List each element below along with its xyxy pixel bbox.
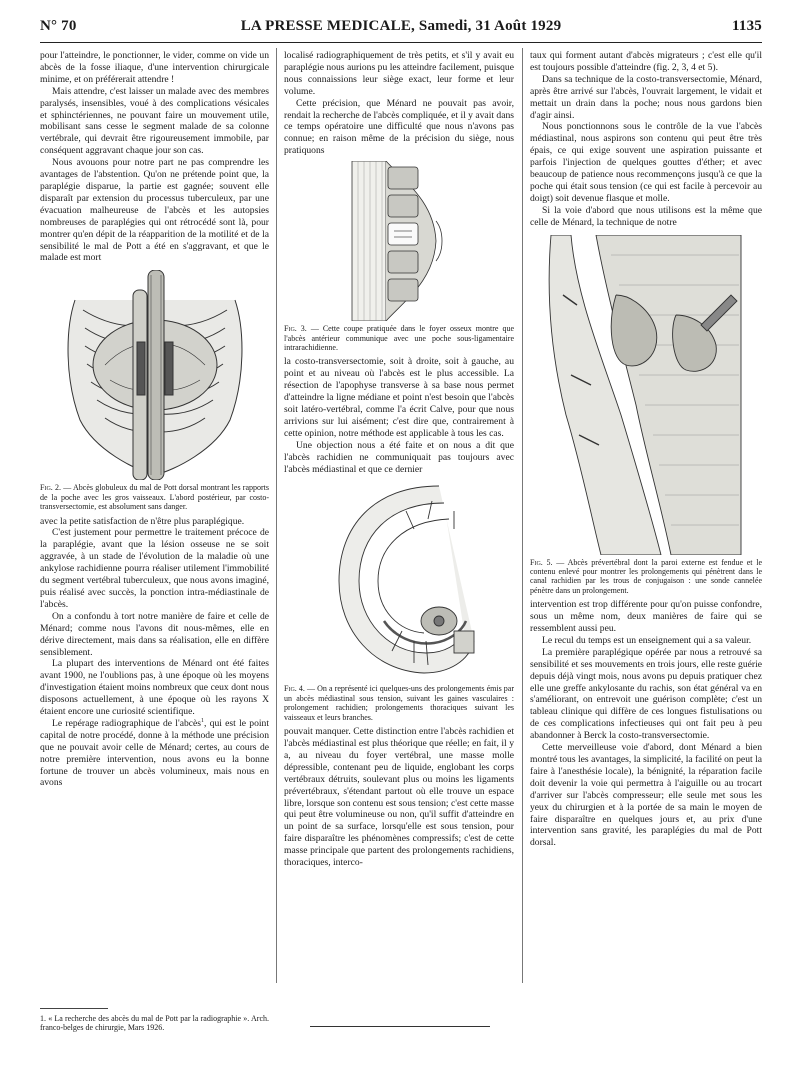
column-3 bbox=[530, 50, 762, 849]
paragraph: Une objection nous a été faite et on nous a dit que l'abcès rachidien ne communiquait pas toujours avec l'abcès médiastinal et que ce dernier bbox=[284, 439, 514, 475]
column-divider-2 bbox=[522, 48, 523, 983]
page-number-left: N° 70 bbox=[40, 18, 77, 34]
paragraph: avec la petite satisfaction de n'être plus paraplégique. bbox=[40, 515, 245, 527]
column-2 bbox=[284, 50, 514, 869]
figure-2-caption bbox=[40, 483, 269, 511]
paragraph: pouvait manquer. Cette distinction entre l'abcès rachidien et l'abcès médiastinal est plus théorique que réelle; en fait, il y a, au niveau du foyer vertébral, une masse molle dépressible, contenant peu de liquide, englobant les corps vertébraux détruits, soulevant plus ou moins les ligaments prévertébraux, s'étendant partout où elle trouve un espace libre, lorsque son contenu est sous tension; c'est cette masse qui peut être volumineuse ou non, qu'il suffit d'atteindre en un point de sa surface, lorsqu'elle est sous tension, pour faire disparaître les phénomènes compressifs; c'est de cette masse principale que partent des prolongements rachidiens, thoraciques, interco- bbox=[284, 726, 514, 869]
footnote: 1. « La recherche des abcès du mal de Pott par la radiographie ». Arch. franco-belges de chirurgie, Mars 1926. bbox=[40, 1014, 269, 1033]
figure-3-label: Fig. 3. bbox=[284, 324, 307, 334]
figure-5-label: Fig. 5. bbox=[530, 557, 553, 567]
paragraph: la costo-transversectomie, soit à droite, soit à gauche, au point et au niveau où l'abcès est le plus accessible. La résection de l'apophyse transverse à sa base nous permet d'atteindre la ligne médiane et point n'est besoin que l'abcès soit latéro-vertébral, comme l'a écrit Calve, pour que nous arrivions sur lui aisément; c'est dire que, contrairement à cette opinion, notre méthode est applicable à tous les cas. bbox=[284, 356, 514, 439]
column-1 bbox=[40, 50, 269, 789]
paragraph: Cette merveilleuse voie d'abord, dont Ménard a bien montré tous les avantages, la simplicité, la facilité on peut la faire à l'anesthésie locale), la bénignité, la réparation facile doit devenir la voie qui permettra à l'aiguille ou au trocart d'arriver sur l'abcès compresseur; elle seule met sous les yeux du chirurgien et à la portée de sa main le moyen de faire disparaître en quelques jours et, au prix d'une intervention sans gravité, les paraplégies du mal de Pott dorsal. bbox=[530, 742, 762, 849]
paragraph: taux qui forment autant d'abcès migrateurs ; c'est elle qu'il est toujours possible d'atteindre (fig. 2, 3, 4 et 5). bbox=[530, 50, 762, 73]
paragraph: pour l'atteindre, le ponctionner, le vider, comme on vide un abcès de la fosse iliaque, d'une intervention chirurgicale minime, et on préférerait attendre ! bbox=[40, 50, 269, 85]
figure-3-illustration bbox=[344, 161, 454, 321]
footnote-marker: 1 bbox=[201, 717, 204, 724]
page-number-right: 1135 bbox=[732, 18, 762, 34]
paragraph: On a confondu à tort notre manière de faire et celle de Ménard; comme nous l'avons dit nous-mêmes, elle en dérive directement, mais dans sa réalisation, elle en diffère sensiblement. bbox=[40, 610, 269, 658]
paragraph: Si la voie d'abord que nous utilisons est la même que celle de Ménard, la technique de notre bbox=[530, 204, 762, 228]
paragraph: intervention est trop différente pour qu'on puisse confondre, sous un même nom, deux manières de faire qui se ressemblent aussi peu. bbox=[530, 599, 762, 635]
figure-2-label: Fig. 2. bbox=[40, 483, 62, 493]
paragraph bbox=[40, 718, 269, 789]
paragraph: Le recul du temps est un enseignement qui a sa valeur. bbox=[542, 634, 752, 646]
paragraph: C'est justement pour permettre le traitement précoce de la paraplégie, avant que la lésion osseuse ne se soit aggravée, à un stade de l'évolution de la maladie où une ankylose rachidienne pourra réaliser utilement l'immobilité du segment vertébral tuberculeux, que nous avons imaginé, puis réalisé avec succès, la ponction intra-médiastinale de l'abcès. bbox=[40, 527, 269, 610]
running-header bbox=[40, 18, 762, 40]
footnote-rule bbox=[40, 1008, 108, 1009]
figure-4-illustration bbox=[314, 481, 484, 681]
paragraph-text: , qui est le point capital de notre procédé, donne à la méthode une précision que ne pouvait avoir celle de Ménard; certes, au cours de notre première intervention, nous avons eu la bonne fortune de trouver un abcès volumineux, mais nous en avons bbox=[40, 717, 269, 789]
paragraph: La première paraplégique opérée par nous a retrouvé sa sensibilité et ses mouvements en trois jours, elle reste guérie depuis déjà vingt mois, nous avons pu depuis pratiquer chez elle une greffe ankylosante du rachis, son état général va en s'améliorant, on entrevoit une guérison complète; c'est un tableau clinique qui diffère de ces longues fistulisations ou de ces complications infectieuses qui ont fait peu à peu abandonner à Berck la costo-transversectomie. bbox=[530, 646, 762, 742]
figure-4-caption-text: — On a représenté ici quelques-uns des prolongements émis par un abcès médiastinal sous tension, suivant les gaines vasculaires : prolongement rachidien; prolongements thoraciques suivant les vaisseaux et leurs branches. bbox=[284, 684, 515, 722]
paragraph: Mais attendre, c'est laisser un malade avec des membres paralysés, insensibles, voué à des complications vésicales et sphinctériennes, ne pouvant faire un mouvement utile, mobilisant sans cesse le segment malade de sa colonne vertébrale, qui devrait être rigoureusement immobile, par conséquent aggravant chaque jour son cas. bbox=[40, 85, 269, 157]
journal-title: LA PRESSE MEDICALE, Samedi, 31 Août 1929 bbox=[240, 18, 562, 34]
paragraph: La plupart des interventions de Ménard ont été faites avant 1900, ne l'oublions pas, à une époque où les moyens d'investigation étaient moins nombreux que ceux dont nous disposons actuellement, à une époque où les rayons X étaient encore une curiosité scientifique. bbox=[40, 658, 269, 718]
figure-3-caption-text: — Cette coupe pratiquée dans le foyer osseux montre que l'abcès antérieur communique avec une poche sous-ligamentaire intrarachidienne. bbox=[284, 324, 514, 352]
figure-2-illustration bbox=[55, 270, 255, 480]
paragraph: Dans sa technique de la costo-transversectomie, Ménard, après être arrivé sur l'abcès, l'ouvrait largement, le vidait et mettait un drain dans la poche; nous nous gardons bien d'agir ainsi. bbox=[530, 73, 762, 121]
bottom-rule bbox=[310, 1026, 490, 1027]
paragraph: Nous ponctionnons sous le contrôle de la vue l'abcès médiastinal, nous aspirons son contenu qui peut être très épais, ce qui exige souvent une aspiration puissante et parfois l'injection de quelques gouttes d'éther; et avec beaucoup de patience nous recommençons jusqu'à ce que la poche qui était sous tension (ce qui est facile à percevoir au doigt) soit devenue flasque et molle. bbox=[530, 121, 762, 204]
paragraph-text: Le repérage radiographique de l'abcès bbox=[52, 717, 201, 729]
figure-5-caption bbox=[530, 558, 762, 596]
paragraph: Nous avouons pour notre part ne pas comprendre les avantages de l'abstention. Qu'on ne prétende point que, la paraplégie disparue, la partie est gagnée; souvent elle disparaît par extension du processus tuberculeux, par une évacuation malheureuse de l'abcès et les autopsies nombreuses de paraplégies qui ont rétrocédé sont là, pour montrer qu'en dépit de la réapparition de la motilité et de la sensibilité le mal de Pott a été en s'aggravant, et que le malade est mort bbox=[40, 157, 269, 264]
figure-4-caption bbox=[284, 684, 514, 722]
figure-5-illustration bbox=[541, 235, 751, 555]
paragraph: localisé radiographiquement de très petits, et s'il y avait eu paraplégie nous aurions pu les atteindre facilement, puisque nous connaissions leur siège exact, leur forme et leur volume. bbox=[284, 50, 514, 97]
figure-4-label: Fig. 4. bbox=[284, 684, 305, 694]
figure-3-caption bbox=[284, 324, 514, 352]
figure-5-caption-text: — Abcès prévertébral dont la paroi externe est fendue et le contenu enlevé pour montrer les prolongements qui pénètrent dans le canal rachidien par les trous de conjugaison : une sonde cannelée pénètre dans un prolongement. bbox=[530, 557, 763, 595]
figure-2-caption-text: — Abcès globuleux du mal de Pott dorsal montrant les rapports de la poche avec les gros vaisseaux. L'abord postérieur, par costo-transversectomie, est absolument sans danger. bbox=[40, 483, 270, 512]
column-divider-1 bbox=[276, 48, 277, 983]
paragraph: Cette précision, que Ménard ne pouvait pas avoir, rendait la recherche de l'abcès compliquée, et il y avait dans ce temps opératoire une difficulté que nous n'avons pas connue; en raison même de la précision du siège, nous pratiquons bbox=[284, 97, 515, 157]
header-rule bbox=[40, 42, 762, 43]
